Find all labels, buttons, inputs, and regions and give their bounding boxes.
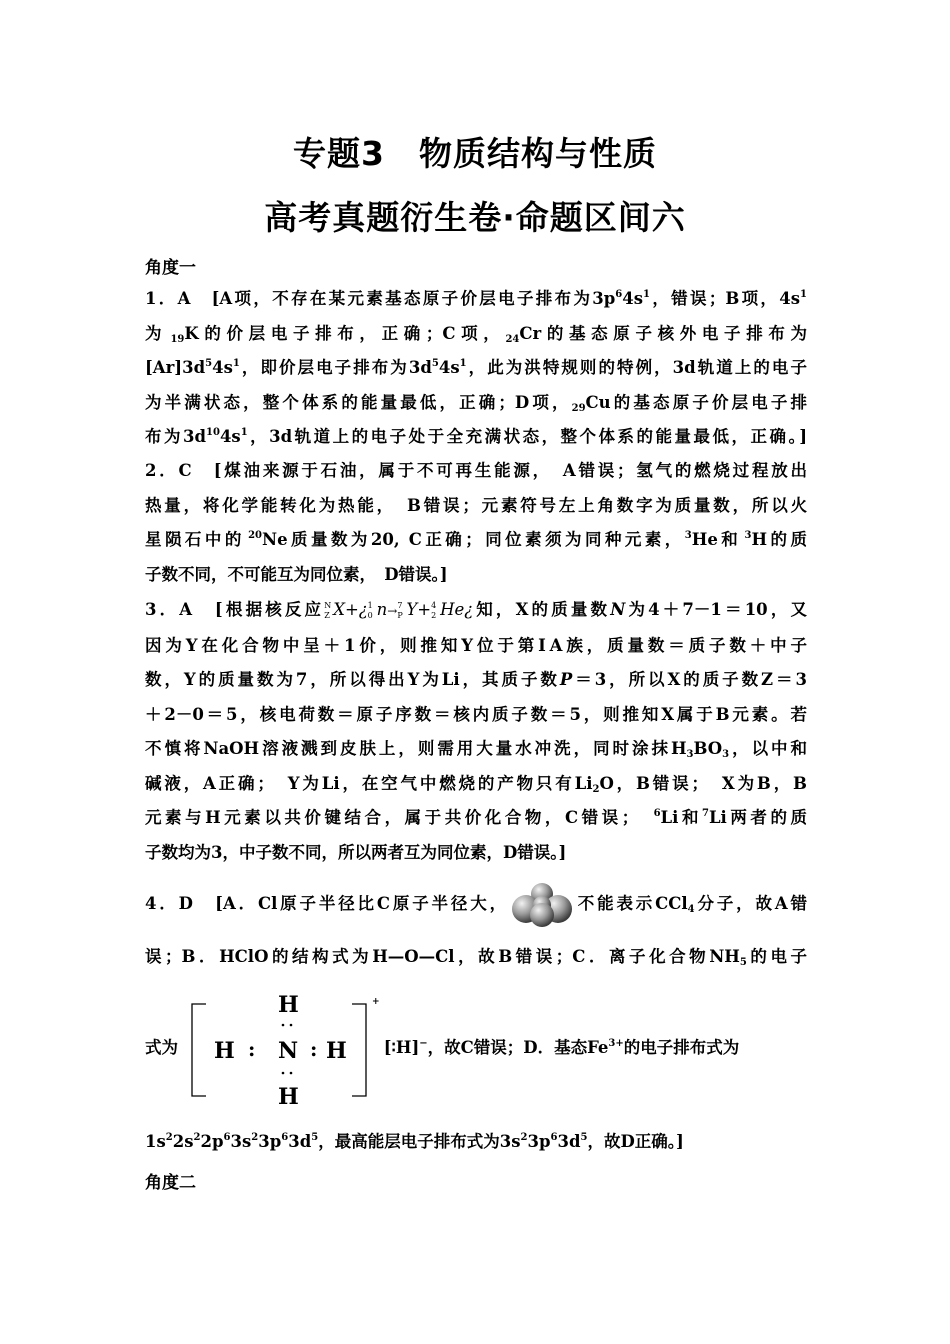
lewis-h-left: H — [213, 1037, 235, 1064]
q1-line3: $[Ar]3d^54s^1$，即价层电子排布为$3d^54s^1$，此为洪特规则的特例，3d轨道上的电子 — [145, 358, 807, 377]
q1-line4: 为半满状态，整个体系的能量最低，正确；D项，$_{29}$Cu的基态原子价层电子排 — [145, 392, 807, 414]
lewis-colon-right: : — [309, 1036, 318, 1061]
answer-q2 — [145, 454, 807, 592]
q4-line3: 式为 + H H : N : H H [∶H]−，故C错误；D．基态$Fe^{3+}$的电子排布式为 — [145, 991, 740, 1108]
q1-line1: 1．A [A项，不存在某元素基态原子价层电子排布为$3p^64s^1$，错误；B项，$4s^1$ — [145, 289, 807, 308]
space-filling-molecule-image — [509, 883, 575, 927]
lewis-h-right: H — [325, 1037, 347, 1064]
lewis-n: N — [277, 1037, 298, 1064]
section-heading-angle2: 角度二 — [145, 1173, 196, 1193]
q3-line1: 3．A [根据核反应 N Z X+¿ 1 0 n→ 7 P Y+ 4 2 He¿知，X的质量数N为4＋7－1＝10，又 — [145, 600, 807, 620]
ammonium-lewis-structure — [184, 990, 384, 1108]
document-title: 专题3 物质结构与性质 — [293, 134, 657, 173]
answer-q4 — [145, 880, 807, 1160]
lewis-charge: + — [371, 996, 380, 1007]
q2-line2: 热量，将化学能转化为热能， B错误；元素符号左上角数字为质量数，所以火 — [145, 495, 807, 515]
q1-line2: 为 $_{19}$K的价层电子排布，正确；C项，$_{24}$Cr的基态原子核外电子排布为 — [145, 323, 807, 345]
q1-line5: 布为$3d^{10}4s^1$，3d轨道上的电子处于全充满状态，整个体系的能量最低，正确。] — [145, 427, 807, 446]
q2-line3: 星陨石中的 $^{20}$Ne质量数为20, C正确；同位素须为同种元素，$^3$He和 $^3$H的质 — [145, 530, 807, 549]
q4-line4: $1s^22s^22p^63s^23p^63d^5$，最高能层电子排布式为$3s^23p^63d^5$，故D正确。] — [145, 1132, 684, 1151]
document-subtitle: 高考真题衍生卷·命题区间六 — [264, 198, 686, 237]
lewis-colon-left: : — [247, 1036, 256, 1061]
q3-line5: 不慎将NaOH溶液溅到皮肤上，则需用大量水冲洗，同时涂抹$H_3BO_3$，以中和 — [145, 739, 807, 760]
q3-line6: 碱液，A正确； Y为Li，在空气中燃烧的产物只有$Li_2O$，B错误； X为B，B — [145, 773, 807, 795]
q3-line3: 数，Y的质量数为7，所以得出Y为Li，其质子数P＝3，所以X的质子数Z＝3 — [145, 670, 807, 689]
answer-q3 — [145, 593, 807, 870]
nuclear-equation: N Z X+¿ 1 0 n→ 7 P Y+ 4 2 He¿ — [324, 600, 474, 620]
q4-line2: 误；B．HClO的结构式为H—O—Cl，故B错误；C．离子化合物$NH_5$的电子 — [145, 947, 807, 968]
q2-line4: 子数不同，不可能互为同位素， D错误。] — [145, 564, 448, 584]
lewis-h-top: H — [277, 991, 299, 1018]
q3-line7: 元素与H元素以共价键结合，属于共价化合物，C错误； $^6$Li和$^7$Li两者的质 — [145, 808, 807, 827]
q2-line1: 2．C [煤油来源于石油，属于不可再生能源， A错误；氢气的燃烧过程放出 — [145, 461, 807, 480]
section-heading-angle1: 角度一 — [145, 258, 196, 278]
q3-line8: 子数均为3，中子数不同，所以两者互为同位素，D错误。] — [145, 842, 567, 862]
answer-q1 — [145, 282, 807, 455]
q3-line4: ＋2－0＝5，核电荷数＝原子序数＝核内质子数＝5，则推知X属于B元素。若 — [145, 704, 807, 724]
lewis-h-bottom: H — [277, 1083, 299, 1108]
q4-line1: 4．D [A．Cl原子半径比C原子半径大， 不能表示CCl$_4$分子，故A错 — [145, 880, 807, 928]
q3-line2: 因为Y在化合物中呈＋1价，则推知Y位于第ⅠA族，质量数＝质子数＋中子 — [145, 635, 807, 655]
